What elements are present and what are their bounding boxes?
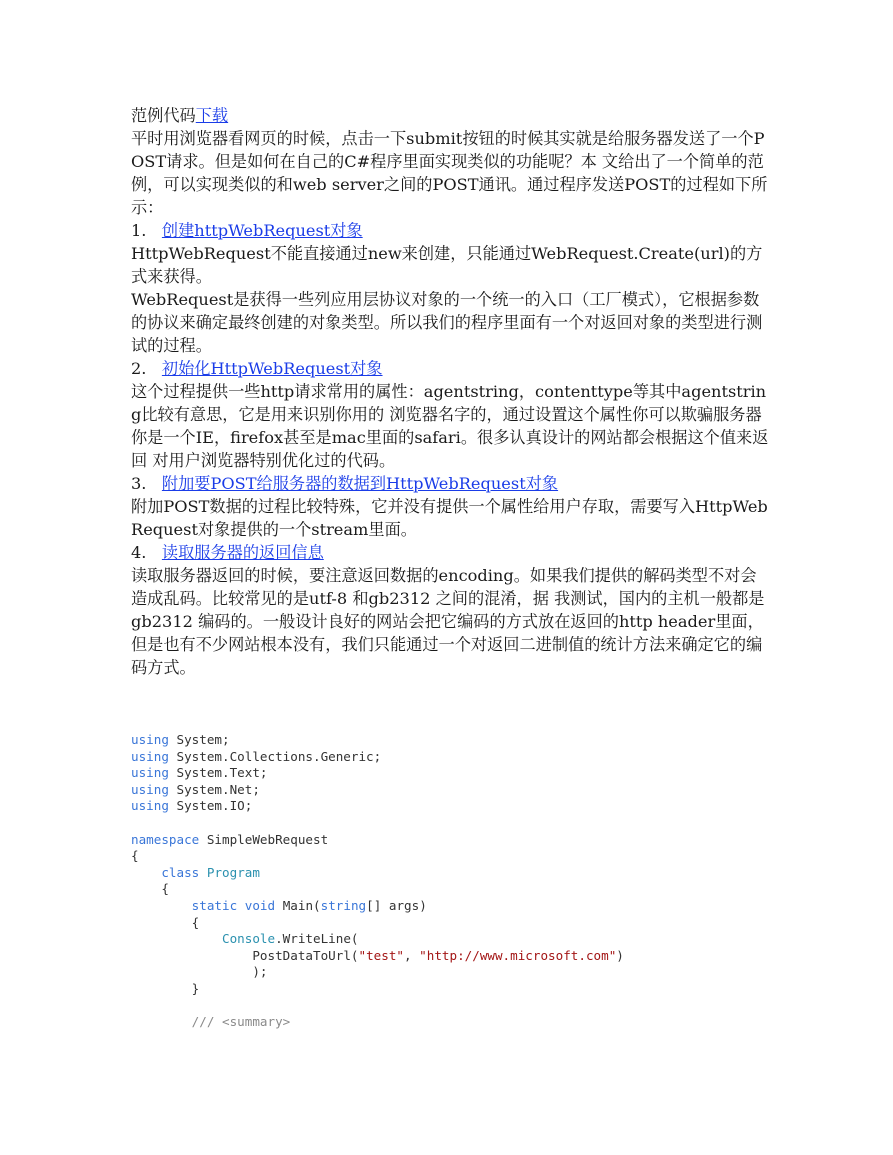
keyword: using <box>131 765 169 781</box>
code-block <box>131 732 624 1031</box>
step-3-link[interactable]: 附加要POST给服务器的数据到HttpWebRequest对象 <box>161 474 559 493</box>
article <box>131 104 771 679</box>
step-1-link[interactable]: 创建httpWebRequest对象 <box>161 221 363 240</box>
code-text: , <box>403 947 420 963</box>
code-comment: /// <summary> <box>191 1014 291 1030</box>
code-line <box>131 981 624 998</box>
code-text: Main( <box>282 897 321 913</box>
code-blank-line <box>131 998 624 1015</box>
step-2-link[interactable]: 初始化HttpWebRequest对象 <box>161 359 383 378</box>
intro-line <box>131 104 771 127</box>
step-2-heading <box>131 357 771 380</box>
code-line <box>131 848 624 865</box>
type-name: Program <box>206 864 260 880</box>
step-3-body-1: 附加POST数据的过程比较特殊，它并没有提供一个属性给用户存取，需要写入HttpWebRequest对象提供的一个stream里面。 <box>131 497 768 539</box>
code-text: ); <box>252 964 268 980</box>
step-number: 2. <box>131 359 147 378</box>
code-text: .WriteLine( <box>275 931 359 947</box>
keyword: void <box>244 897 276 913</box>
code-line <box>131 732 624 749</box>
code-line <box>131 1014 624 1031</box>
string-literal: "test" <box>358 947 404 963</box>
code-text: { <box>131 848 139 864</box>
code-text: System.IO; <box>168 798 253 814</box>
code-line <box>131 749 624 766</box>
step-3-heading <box>131 472 771 495</box>
code-line <box>131 915 624 932</box>
step-2-body-1: 这个过程提供一些http请求常用的属性：agentstring，contenttype等其中agentstring比较有意思，它是用来识别你用的 浏览器名字的，通过设置这个属性你可以欺骗服务器你是一个IE，firefox甚至是mac里面的safari。很多认真设计的网站都会根据这个值来返回 对用户浏览器特别优化过的代码。 <box>131 382 769 470</box>
step-number: 4. <box>131 543 147 562</box>
step-1-body-2: WebRequest是获得一些列应用层协议对象的一个统一的入口（工厂模式），它根据参数的协议来确定最终创建的对象类型。所以我们的程序里面有一个对返回对象的类型进行测试的过程。 <box>131 290 763 355</box>
step-1-body-1: HttpWebRequest不能直接通过new来创建，只能通过WebRequest.Create(url)的方式来获得。 <box>131 244 763 286</box>
step-4-link[interactable]: 读取服务器的返回信息 <box>161 543 324 562</box>
code-text: SimpleWebRequest <box>199 831 329 847</box>
code-line <box>131 948 624 965</box>
step-number: 1. <box>131 221 147 240</box>
code-text: System.Text; <box>168 765 268 781</box>
download-link[interactable]: 下载 <box>195 106 229 125</box>
code-line <box>131 782 624 799</box>
code-text: { <box>191 914 200 930</box>
keyword: static <box>191 897 238 913</box>
code-line <box>131 881 624 898</box>
step-4-heading <box>131 541 771 564</box>
code-blank-line <box>131 815 624 832</box>
step-4-body-1: 读取服务器返回的时候，要注意返回数据的encoding。如果我们提供的解码类型不对会造成乱码。比较常见的是utf-8 和gb2312 之间的混淆，据 我测试，国内的主机一般都是gb2312 编码的。一般设计良好的网站会把它编码的方式放在返回的http header里面，但是也有不少网站根本没有，我们只能通过一个对返回二进制值的统计方法来确定它的编码方式。 <box>131 566 765 677</box>
code-text: PostDataToUrl( <box>252 947 359 963</box>
code-text: ) <box>616 947 624 963</box>
keyword: using <box>131 732 169 747</box>
code-text: System; <box>168 732 230 747</box>
code-text: } <box>191 980 200 996</box>
string-literal: "http://www.microsoft.com" <box>419 947 617 963</box>
type-name: Console <box>222 931 276 947</box>
code-line <box>131 765 624 782</box>
code-line <box>131 931 624 948</box>
code-line <box>131 832 624 849</box>
keyword: namespace <box>131 831 200 847</box>
intro-paragraph: 平时用浏览器看网页的时候，点击一下submit按钮的时候其实就是给服务器发送了一个POST请求。但是如何在自己的C#程序里面实现类似的功能呢？本 文给出了一个简单的范例，可以实现类似的和web server之间的POST通讯。通过程序发送POST的过程如下所示： <box>131 129 768 217</box>
keyword: using <box>131 781 169 797</box>
step-1-heading <box>131 219 771 242</box>
code-text: System.Net; <box>168 781 260 797</box>
keyword: class <box>161 864 200 880</box>
keyword: using <box>131 798 169 814</box>
code-text: System.Collections.Generic; <box>168 748 382 764</box>
keyword: string <box>320 897 367 913</box>
code-text: { <box>161 881 169 897</box>
code-line <box>131 964 624 981</box>
keyword: using <box>131 748 169 764</box>
code-line <box>131 898 624 915</box>
intro-prefix: 范例代码 <box>131 106 196 125</box>
code-line <box>131 865 624 882</box>
code-line <box>131 798 624 815</box>
code-text: [] args) <box>366 897 427 913</box>
step-number: 3. <box>131 474 147 493</box>
